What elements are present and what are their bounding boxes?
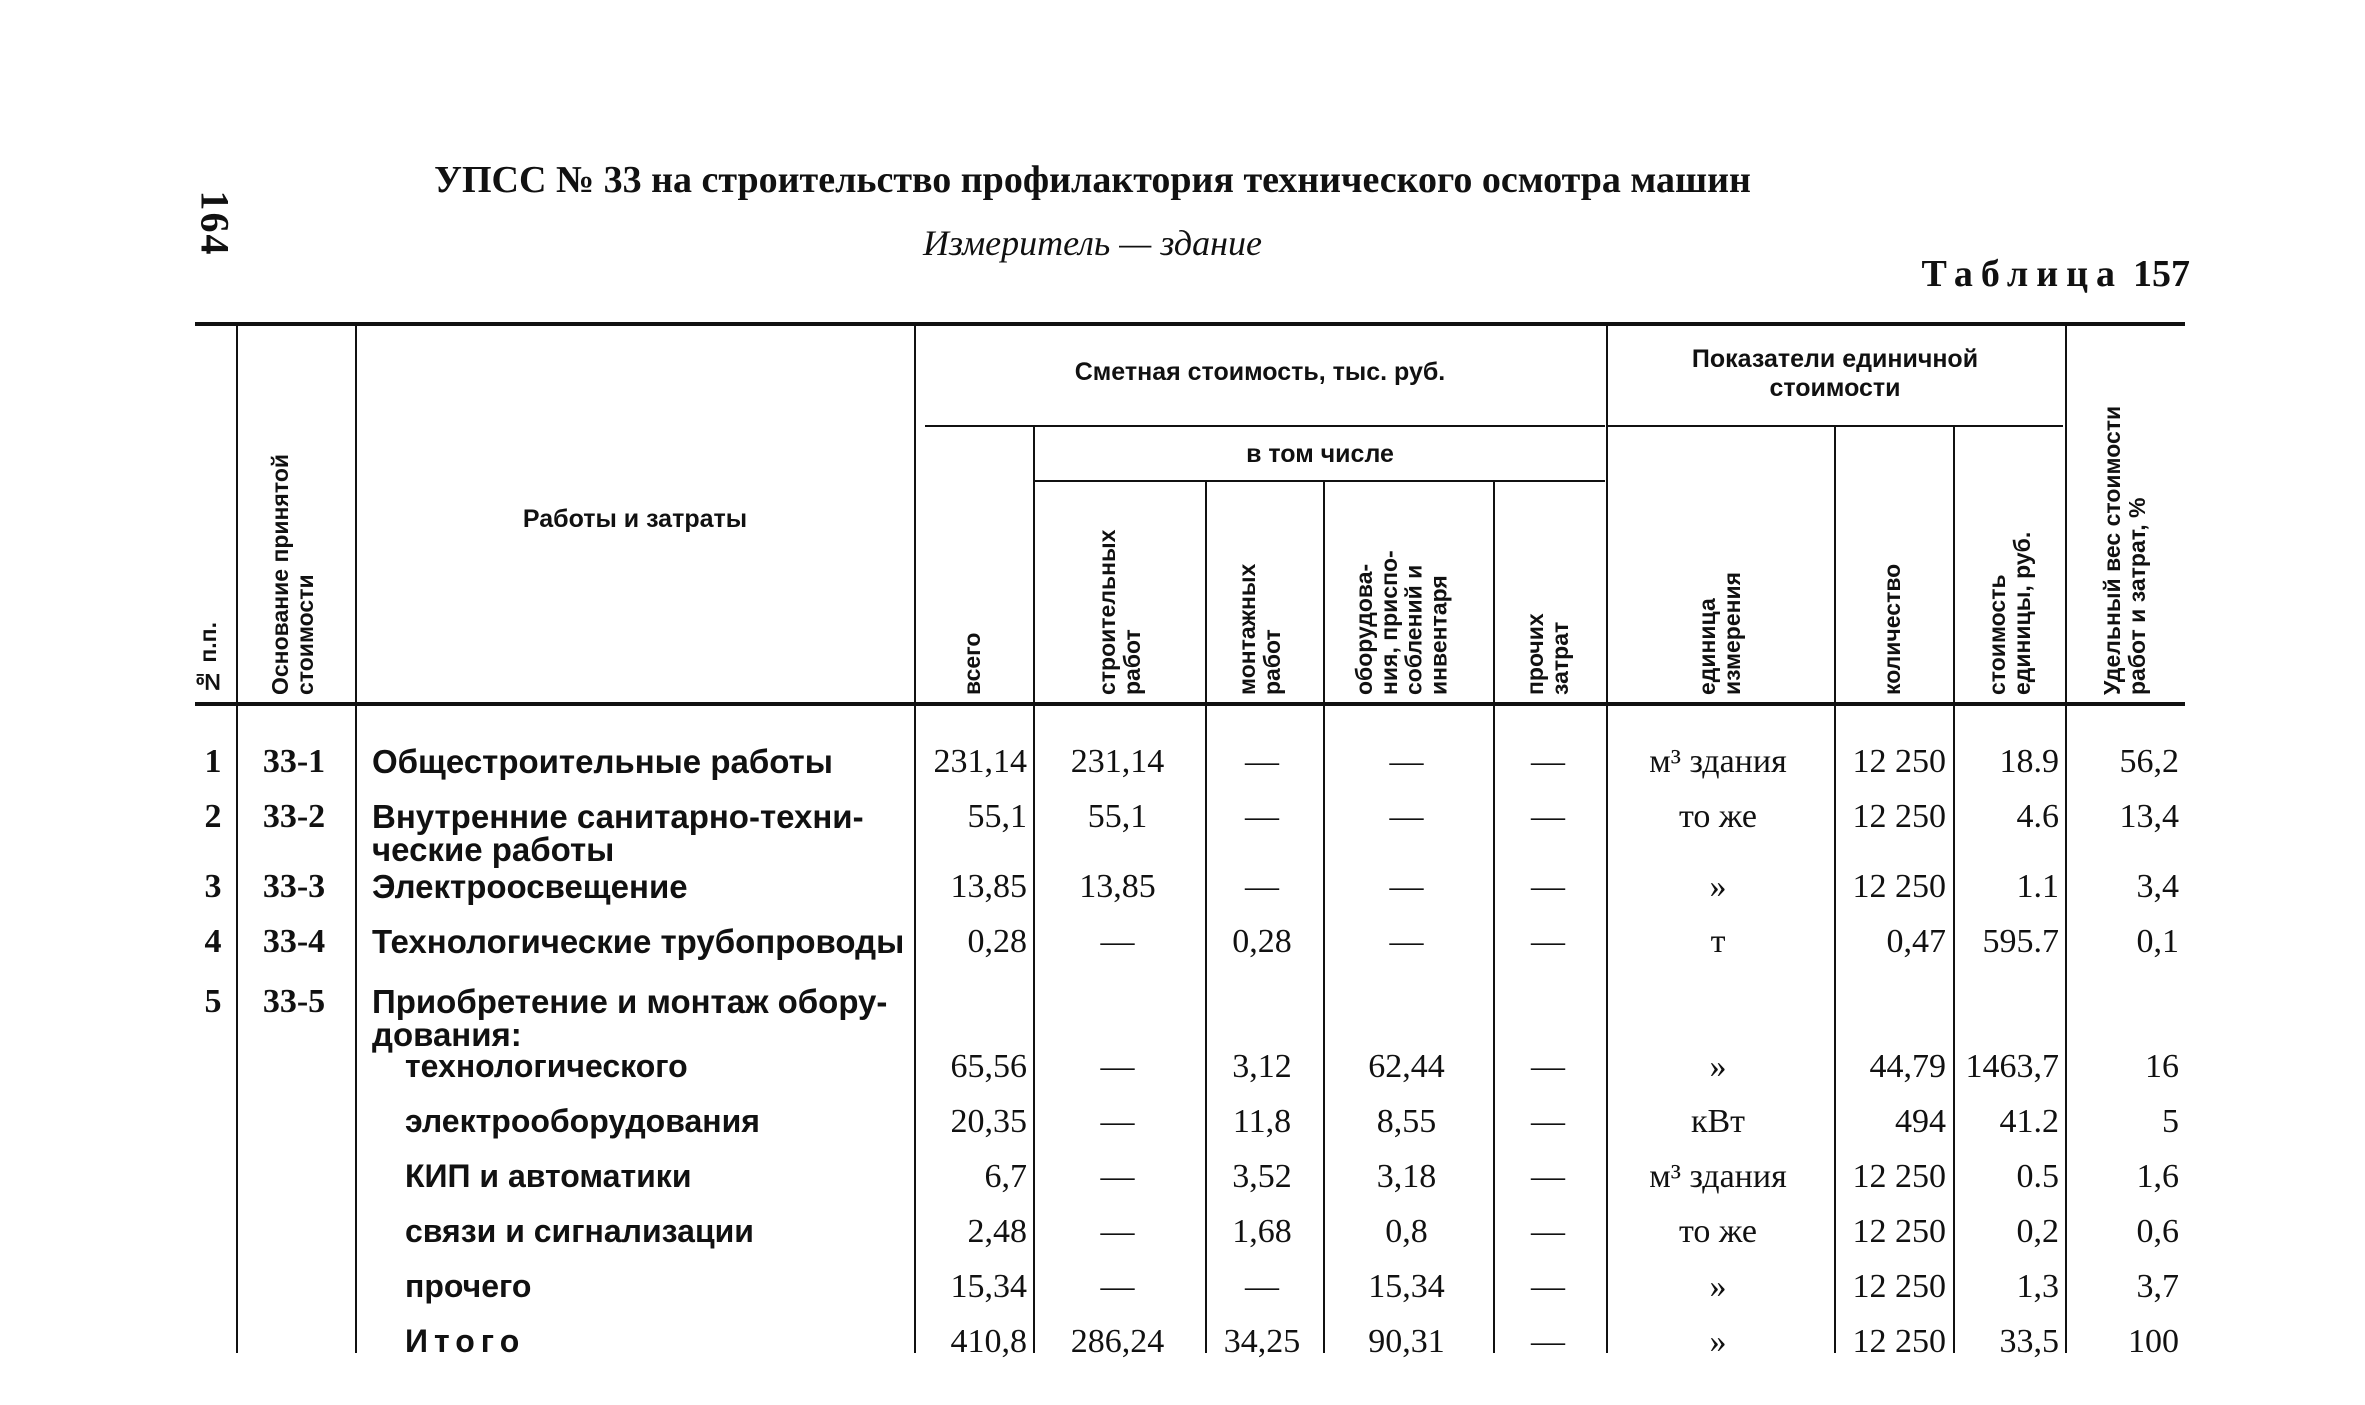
header-estimated-cost: Сметная стоимость, тыс. руб. — [1074, 358, 1446, 386]
header-including: в том числе — [1246, 440, 1394, 468]
cell-unit-cost: 0,2 — [2016, 1213, 2059, 1250]
cell-share: 56,2 — [2119, 743, 2179, 780]
work-name: Приобретение и монтаж обору- дования: — [372, 983, 888, 1053]
table-number: 157 — [2133, 253, 2190, 295]
cell-construction: 55,1 — [1087, 798, 1148, 835]
cell-total: 55,1 — [967, 798, 1027, 835]
cell-unit: кВт — [1690, 1103, 1746, 1140]
header-total: всего — [959, 632, 985, 695]
cell-installation: 1,68 — [1232, 1213, 1292, 1250]
cell-unit-cost: 33,5 — [1999, 1323, 2059, 1360]
cell-installation: — — [1245, 868, 1279, 905]
cell-total: 231,14 — [933, 743, 1027, 780]
cell-quantity: 44,79 — [1869, 1048, 1946, 1085]
cell-share: 3,4 — [2136, 868, 2179, 905]
work-name: Технологические трубопроводы — [372, 923, 905, 960]
cell-unit: т — [1710, 923, 1726, 960]
cell-total: 0,28 — [967, 923, 1027, 960]
cell-num: 5 — [204, 983, 222, 1020]
cell-installation: 34,25 — [1223, 1323, 1301, 1360]
cell-unit: м³ здания — [1649, 1158, 1787, 1195]
cell-unit-cost: 1,3 — [2016, 1268, 2059, 1305]
work-name: прочего — [405, 1268, 532, 1304]
cell-quantity: 494 — [1895, 1103, 1946, 1140]
cell-installation: — — [1245, 798, 1279, 835]
cell-share: 13,4 — [2119, 798, 2179, 835]
cell-unit: то же — [1678, 798, 1758, 835]
table-label-text: Таблица — [1921, 253, 2123, 295]
cell-unit-cost: 4.6 — [2016, 798, 2059, 835]
page-title: УПСС № 33 на строительство профилактория технического осмотра машин — [434, 159, 1751, 201]
cell-installation: 3,12 — [1232, 1048, 1292, 1085]
work-name: технологического — [405, 1048, 688, 1084]
cell-equipment: — — [1389, 798, 1424, 835]
cell-installation: — — [1245, 1268, 1279, 1305]
work-name: Электроосвещение — [372, 868, 688, 905]
col-divider-5 — [1205, 482, 1207, 1353]
cell-quantity: 12 250 — [1852, 1213, 1946, 1250]
cell-installation: 3,52 — [1232, 1158, 1292, 1195]
table-label — [1921, 252, 2190, 296]
col-divider-2 — [355, 326, 357, 1353]
cell-other: — — [1531, 1268, 1565, 1305]
cell-construction: 286,24 — [1070, 1323, 1165, 1360]
cell-other: — — [1531, 923, 1565, 960]
header-share: Удельный вес стоимости работ и затрат, % — [2099, 405, 2150, 695]
cell-unit-cost: 1.1 — [2016, 868, 2059, 905]
cell-total: 65,56 — [950, 1048, 1027, 1085]
cell-other: — — [1531, 1323, 1565, 1360]
cell-num: 3 — [204, 868, 222, 905]
cell-other: — — [1531, 1213, 1565, 1250]
cell-share: 0,6 — [2136, 1213, 2179, 1250]
cost-group-rule — [925, 425, 1605, 427]
cell-other: — — [1531, 1103, 1565, 1140]
cell-share: 100 — [2128, 1323, 2179, 1360]
cell-unit: то же — [1678, 1213, 1758, 1250]
cell-construction: 13,85 — [1079, 868, 1156, 905]
including-rule — [1035, 480, 1605, 482]
cell-share: 16 — [2145, 1048, 2179, 1085]
cell-unit-cost: 1463,7 — [1965, 1048, 2059, 1085]
cell-equipment: 8,55 — [1376, 1103, 1437, 1140]
header-construction: строительных работ — [1094, 529, 1145, 695]
cell-unit-cost: 595.7 — [1982, 923, 2059, 960]
cell-equipment: — — [1389, 743, 1424, 780]
header-basis: Основание принятой стоимости — [267, 453, 318, 695]
header-equipment: оборудова- ния, приспо- соблений и инвентаря — [1351, 550, 1452, 695]
cell-total: 20,35 — [950, 1103, 1027, 1140]
cell-num: 2 — [204, 798, 222, 835]
cell-construction: — — [1100, 1048, 1135, 1085]
cell-quantity: 12 250 — [1852, 868, 1946, 905]
cell-total: 2,48 — [967, 1213, 1027, 1250]
page-subtitle: Измеритель — здание — [923, 223, 1262, 263]
cell-equipment: — — [1389, 868, 1424, 905]
cell-other: — — [1531, 1158, 1565, 1195]
cell-construction: — — [1100, 1103, 1135, 1140]
col-divider-6 — [1323, 482, 1325, 1353]
cell-unit-cost: 41.2 — [1999, 1103, 2059, 1140]
cell-other: — — [1531, 798, 1565, 835]
cell-other: — — [1531, 1048, 1565, 1085]
cell-quantity: 12 250 — [1852, 1158, 1946, 1195]
cell-quantity: 12 250 — [1852, 798, 1946, 835]
cell-unit: » — [1709, 868, 1727, 905]
cell-quantity: 12 250 — [1852, 1323, 1946, 1360]
cell-unit: » — [1709, 1048, 1727, 1085]
cell-basis: 33-2 — [262, 798, 326, 835]
work-name: Общестроительные работы — [372, 743, 833, 780]
work-name: КИП и автоматики — [405, 1158, 692, 1194]
cell-construction: — — [1100, 1268, 1135, 1305]
cell-unit: м³ здания — [1649, 743, 1787, 780]
col-divider-3 — [914, 326, 916, 1353]
col-divider-1 — [236, 326, 238, 1353]
header-unit-cost: стоимость единицы, руб. — [1984, 531, 2035, 695]
cell-equipment: 90,31 — [1368, 1323, 1445, 1360]
cell-equipment: 15,34 — [1368, 1268, 1445, 1305]
cell-construction: — — [1100, 1158, 1135, 1195]
cell-equipment: 0,8 — [1385, 1213, 1428, 1250]
cell-unit-cost: 18.9 — [1999, 743, 2059, 780]
cell-unit: » — [1709, 1268, 1727, 1305]
cell-share: 0,1 — [2136, 923, 2179, 960]
cell-basis: 33-4 — [262, 923, 326, 960]
cell-equipment: — — [1389, 923, 1424, 960]
cell-installation: 0,28 — [1232, 923, 1292, 960]
table-top-rule — [195, 322, 2185, 326]
cell-total: 13,85 — [950, 868, 1027, 905]
header-works: Работы и затраты — [522, 505, 748, 533]
cell-basis: 33-5 — [262, 983, 326, 1020]
cell-total: 15,34 — [950, 1268, 1027, 1305]
header-bottom-rule — [195, 702, 2185, 706]
work-name: связи и сигнализации — [405, 1213, 754, 1249]
cell-num: 1 — [204, 743, 222, 780]
cell-num: 4 — [204, 923, 222, 960]
header-num: № п.п. — [195, 622, 221, 695]
col-divider-9 — [1834, 427, 1836, 1353]
cell-share: 1,6 — [2136, 1158, 2179, 1195]
cell-other: — — [1531, 868, 1565, 905]
cell-quantity: 12 250 — [1852, 743, 1946, 780]
header-other: прочих затрат — [1522, 613, 1573, 695]
header-quantity: количество — [1879, 563, 1905, 695]
cell-unit: » — [1709, 1323, 1727, 1360]
total-row-label: Итого — [405, 1323, 526, 1359]
cell-share: 5 — [2162, 1103, 2179, 1140]
cell-construction: — — [1100, 923, 1135, 960]
col-divider-11 — [2065, 326, 2067, 1353]
col-divider-4 — [1033, 427, 1035, 1353]
cell-quantity: 12 250 — [1852, 1268, 1946, 1305]
cell-unit-cost: 0.5 — [2016, 1158, 2059, 1195]
col-divider-7 — [1493, 482, 1495, 1353]
cell-total: 6,7 — [984, 1158, 1027, 1195]
cell-installation: 11,8 — [1232, 1103, 1292, 1140]
cell-equipment: 3,18 — [1376, 1158, 1437, 1195]
cell-basis: 33-3 — [262, 868, 326, 905]
cell-share: 3,7 — [2136, 1268, 2179, 1305]
cell-quantity: 0,47 — [1886, 923, 1946, 960]
cell-installation: — — [1245, 743, 1279, 780]
col-divider-8 — [1606, 326, 1608, 1353]
cell-other: — — [1531, 743, 1565, 780]
cell-basis: 33-1 — [262, 743, 326, 780]
col-divider-10 — [1953, 427, 1955, 1353]
cell-equipment: 62,44 — [1368, 1048, 1445, 1085]
header-installation: монтажных работ — [1234, 563, 1285, 695]
cell-construction: 231,14 — [1070, 743, 1165, 780]
header-unit-indicators: Показатели единичной стоимости — [1691, 345, 1979, 402]
header-unit: единица измерения — [1694, 571, 1745, 695]
cell-total: 410,8 — [950, 1323, 1027, 1360]
work-name: Внутренние санитарно-техни- ческие работы — [372, 798, 864, 868]
work-name: электрооборудования — [405, 1103, 760, 1139]
page-number: 164 — [192, 190, 238, 257]
cell-construction: — — [1100, 1213, 1135, 1250]
